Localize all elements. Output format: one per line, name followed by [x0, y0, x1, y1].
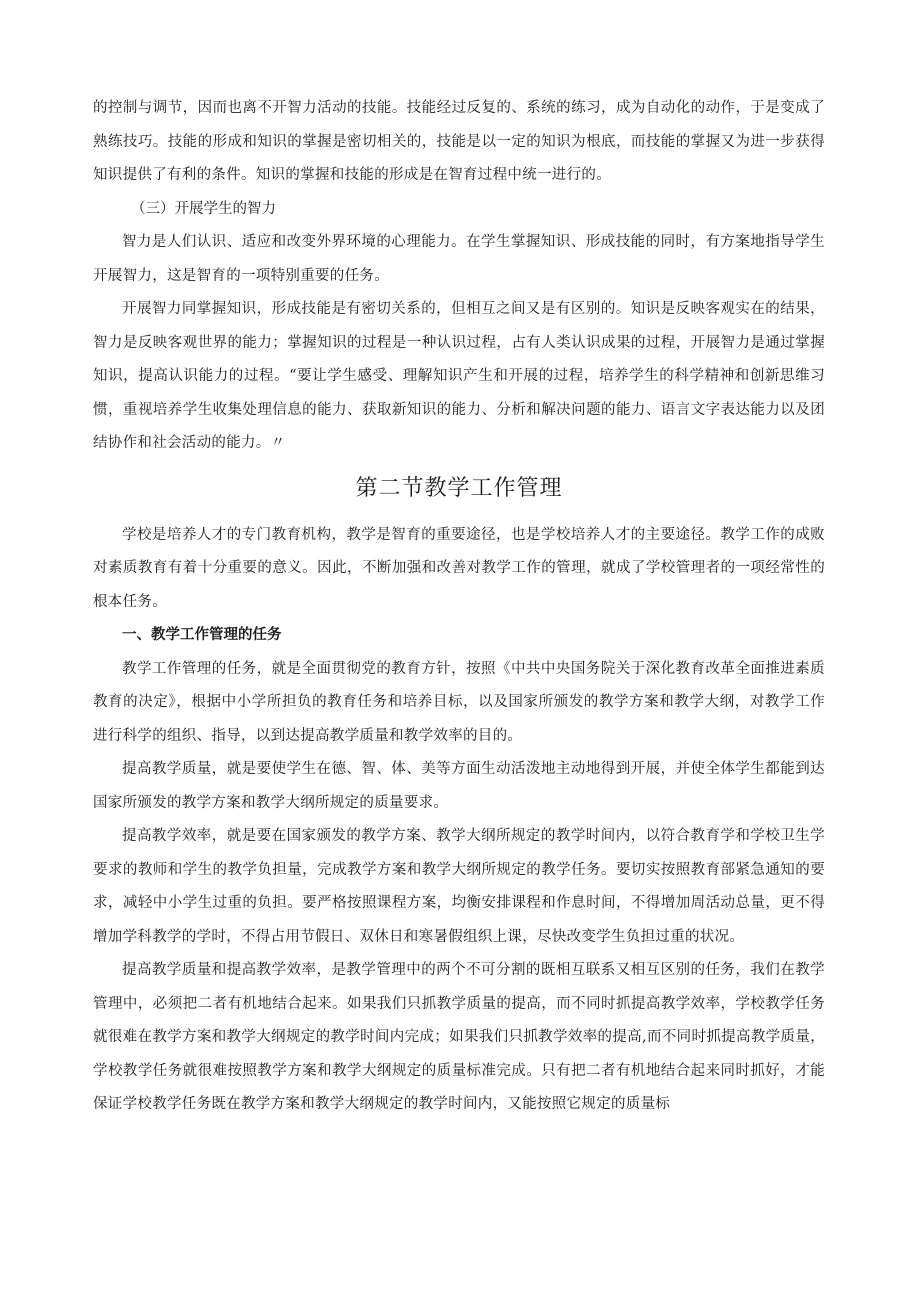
- document-page: [93, 92, 825, 1122]
- paragraph-intelligence-relation: 开展智力同掌握知识，形成技能是有密切关系的，但相互之间又是有区别的。知识是反映客观实在的结果，智力是反映客观世界的能力；掌握知识的过程是一种认识过程，占有人类认识成果的过程，开展智力是通过掌握知识，提高认识能力的过程。“要让学生感受、理解知识产生和开展的过程，培养学生的科学精神和创新思维习惯，重视培养学生收集处理信息的能力、获取新知识的能力、分析和解决问题的能力、语言文字表达能力以及团结协作和社会活动的能力。〃: [93, 301, 825, 451]
- paragraph-teaching-efficiency: 提高教学效率，就是要在国家颁发的教学方案、教学大纲所规定的教学时间内，以符合教育学和学校卫生学要求的教师和学生的教学负担量，完成教学方案和教学大纲所规定的教学任务。要切实按照教育部紧急通知的要求，减轻中小学生过重的负担。要严格按照课程方案，均衡安排课程和作息时间，不得增加周活动总量，更不得增加学科教学的学时，不得占用节假日、双休日和寒暑假组织上课，尽快改变学生负担过重的状况。: [93, 828, 825, 945]
- paragraph-skills: 的控制与调节，因而也离不开智力活动的技能。技能经过反复的、系统的练习，成为自动化的动作，于是变成了熟练技巧。技能的形成和知识的掌握是密切相关的，技能是以一定的知识为根底，而技能的掌握又为进一步获得知识提供了有利的条件。知识的掌握和技能的形成是在智育过程中统一进行的。: [93, 100, 825, 183]
- paragraph-teaching-quality: 提高教学质量，就是要使学生在德、智、体、美等方面生动活泼地主动地得到开展，并使全体学生都能到达国家所颁发的教学方案和教学大纲所规定的质量要求。: [93, 761, 825, 811]
- heading-teaching-tasks: 一、教学工作管理的任务: [122, 627, 282, 643]
- paragraph-section-intro: 学校是培养人才的专门教育机构，教学是智育的重要途径，也是学校培养人才的主要途径。教学工作的成败对素质教育有着十分重要的意义。因此，不断加强和改善对教学工作的管理，就成了学校管理者的一项经常性的根本任务。: [93, 526, 825, 610]
- paragraph-quality-and-efficiency: 提高教学质量和提高教学效率，是教学管理中的两个不可分割的既相互联系又相互区别的任务，我们在教学管理中，必须把二者有机地结合起来。如果我们只抓教学质量的提高，而不同时抓提高教学效率，学校教学任务就很难在教学方案和教学大纲规定的教学时间内完成；如果我们只抓教学效率的提高,而不同时抓提高教学质量，学校教学任务就很难按照教学方案和教学大纲规定的质量标准完成。只有把二者有机地结合起来同时抓好，才能保证学校教学任务既在教学方案和教学大纲规定的教学时间内，又能按照它规定的质量标: [93, 962, 825, 1112]
- paragraph-intelligence-definition: 智力是人们认识、适应和改变外界环境的心理能力。在学生掌握知识、形成技能的同时，有方案地指导学生开展智力，这是智育的一项特别重要的任务。: [93, 234, 825, 284]
- paragraph-task-definition: 教学工作管理的任务，就是全面贯彻党的教育方针，按照《中共中央国务院关于深化教育改革全面推进素质教育的决定》，根据中小学所担负的教育任务和培养目标，以及国家所颁发的教学方案和教学大纲，对教学工作进行科学的组织、指导，以到达提高教学质量和教学效率的目的。: [93, 660, 825, 744]
- section-title: 第二节教学工作管理: [355, 475, 563, 501]
- subheading-intelligence: （三）开展学生的智力: [131, 200, 276, 217]
